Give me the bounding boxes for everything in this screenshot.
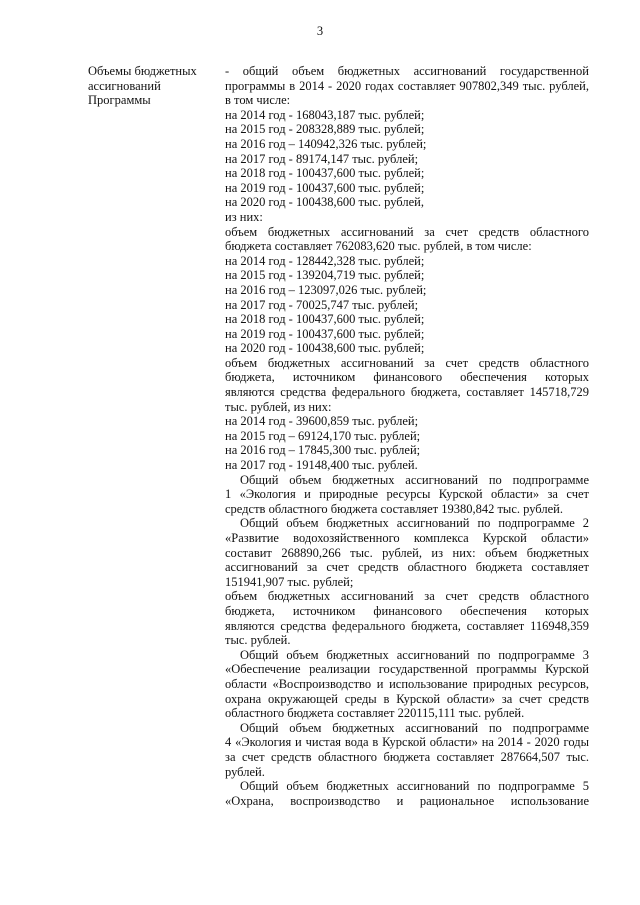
subprogram-4-paragraph bbox=[225, 721, 589, 779]
year-amount-line: на 2016 год – 123097,026 тыс. рублей; bbox=[225, 282, 427, 297]
year-amount-line: на 2018 год - 100437,600 тыс. рублей; bbox=[225, 166, 425, 181]
text-line: «Охрана, воспроизводство и рациональное использование bbox=[225, 793, 589, 808]
text-line: Общий объем бюджетных ассигнований по подпрограмме 3 bbox=[240, 647, 589, 662]
year-amount-line: на 2019 год - 100437,600 тыс. рублей; bbox=[225, 326, 425, 341]
text-line: тыс. рублей, из них: bbox=[225, 399, 332, 414]
year-amount-line: на 2018 год - 100437,600 тыс. рублей; bbox=[225, 312, 425, 327]
year-amount-line: на 2014 год - 39600,859 тыс. рублей; bbox=[225, 414, 419, 429]
text-line: за счет средств областного бюджета составляет 287664,507 тыс. bbox=[225, 749, 589, 764]
text-line: ассигнований за счет средств областного бюджета составляет bbox=[225, 560, 589, 575]
year-amount-line: на 2019 год - 100437,600 тыс. рублей; bbox=[225, 180, 425, 195]
text-line: области «Воспроизводство и использование природных ресурсов, bbox=[225, 676, 589, 691]
year-amount-line: на 2015 год - 208328,889 тыс. рублей; bbox=[225, 122, 425, 137]
year-amount-line: на 2015 год – 69124,170 тыс. рублей; bbox=[225, 428, 421, 443]
text-line: бюджета, источником финансового обеспечения которых bbox=[225, 370, 589, 385]
year-amount-line: на 2014 год - 168043,187 тыс. рублей; bbox=[225, 107, 425, 122]
text-line: в том числе: bbox=[225, 93, 291, 108]
text-line: объем бюджетных ассигнований за счет средств областного bbox=[225, 589, 589, 604]
text-line: 4 «Экология и чистая вода в Курской области» на 2014 - 2020 годы bbox=[225, 735, 589, 750]
of-them-label: из них: bbox=[225, 209, 263, 224]
text-line: являются средства федерального бюджета, составляет 116948,359 bbox=[225, 618, 589, 633]
regional-years-list bbox=[225, 254, 589, 356]
subprogram-2-federal-paragraph bbox=[225, 589, 589, 647]
year-amount-line: на 2015 год - 139204,719 тыс. рублей; bbox=[225, 268, 425, 283]
total-allocation-paragraph bbox=[225, 64, 589, 108]
text-line: охрана окружающей среды в Курской области» за счет средств bbox=[225, 691, 589, 706]
text-line: средств областного бюджета составляет 19380,842 тыс. рублей. bbox=[225, 501, 563, 516]
row-label bbox=[88, 64, 218, 108]
text-line: рублей. bbox=[225, 764, 265, 779]
page-number: 3 bbox=[316, 24, 324, 38]
year-amount-line: на 2016 год – 17845,300 тыс. рублей; bbox=[225, 443, 421, 458]
text-line: областного бюджета составляет 220115,111 тыс. рублей. bbox=[225, 706, 525, 721]
federal-years-list bbox=[225, 414, 589, 472]
text-line: 1 «Экология и природные ресурсы Курской области» за счет bbox=[225, 487, 589, 502]
row-label-line: Объемы бюджетных bbox=[88, 64, 197, 78]
text-line: «Развитие водохозяйственного комплекса Курской области» bbox=[225, 531, 589, 545]
subprogram-2-paragraph bbox=[225, 516, 589, 589]
row-label-line: ассигнований bbox=[88, 78, 161, 93]
text-line: Общий объем бюджетных ассигнований по подпрограмме 2 bbox=[240, 516, 589, 531]
row-content bbox=[225, 64, 589, 808]
subprogram-1-paragraph bbox=[225, 473, 589, 517]
text-line: составит 268890,266 тыс. рублей, из них: объем бюджетных bbox=[225, 545, 589, 560]
row-label-line: Программы bbox=[88, 93, 151, 108]
text-line: тыс. рублей. bbox=[225, 633, 291, 648]
federal-allocation-paragraph bbox=[225, 356, 589, 414]
text-line: Общий объем бюджетных ассигнований по подпрограмме 5 bbox=[240, 779, 589, 794]
year-amount-line: на 2017 год - 89174,147 тыс. рублей; bbox=[225, 151, 419, 166]
text-line: - общий объем бюджетных ассигнований государственной bbox=[225, 64, 589, 78]
year-amount-line: на 2014 год - 128442,328 тыс. рублей; bbox=[225, 253, 425, 268]
year-amount-line: на 2020 год - 100438,600 тыс. рублей, bbox=[225, 195, 424, 210]
year-amount-line: на 2017 год - 19148,400 тыс. рублей. bbox=[225, 458, 418, 473]
text-line: программы в 2014 - 2020 годах составляет 907802,349 тыс. рублей, bbox=[225, 78, 589, 93]
year-amount-line: на 2017 год - 70025,747 тыс. рублей; bbox=[225, 297, 419, 312]
year-amount-line: на 2020 год - 100438,600 тыс. рублей; bbox=[225, 341, 425, 356]
text-line: бюджета, источником финансового обеспечения которых bbox=[225, 603, 589, 618]
subprogram-3-paragraph bbox=[225, 648, 589, 721]
subprogram-5-paragraph bbox=[225, 779, 589, 808]
text-line: являются средства федерального бюджета, составляет 145718,729 bbox=[225, 385, 589, 400]
text-line: «Обеспечение реализации государственной программы Курской bbox=[225, 662, 589, 677]
text-line: объем бюджетных ассигнований за счет средств областного bbox=[225, 224, 589, 239]
text-line: Общий объем бюджетных ассигнований по подпрограмме bbox=[240, 720, 589, 735]
text-line: бюджета составляет 762083,620 тыс. рублей, в том числе: bbox=[225, 239, 532, 254]
regional-allocation-paragraph bbox=[225, 225, 589, 254]
text-line: 151941,907 тыс. рублей; bbox=[225, 574, 354, 589]
text-line: Общий объем бюджетных ассигнований по подпрограмме bbox=[240, 472, 589, 487]
year-amount-line: на 2016 год – 140942,326 тыс. рублей; bbox=[225, 136, 427, 151]
total-years-list bbox=[225, 108, 589, 210]
text-line: объем бюджетных ассигнований за счет средств областного bbox=[225, 355, 589, 370]
